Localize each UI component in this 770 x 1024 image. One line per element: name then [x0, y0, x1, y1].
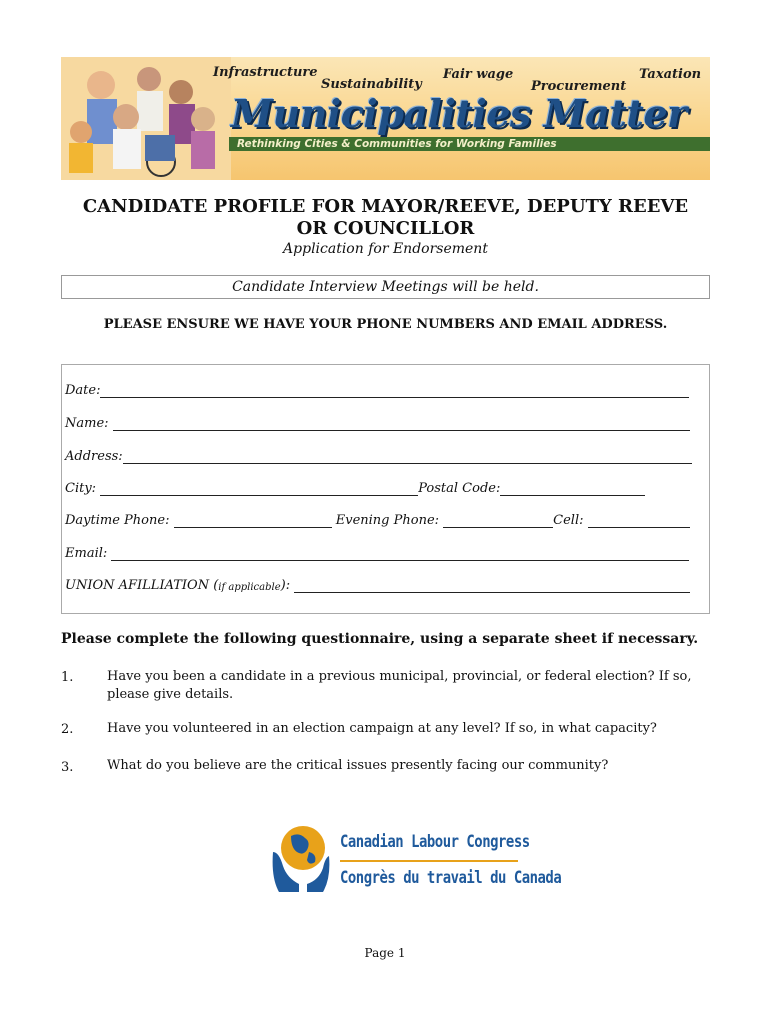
union-label: UNION AFILLIATION (: [65, 578, 219, 593]
date-field[interactable]: [100, 383, 689, 398]
union-label-end: ):: [280, 578, 291, 593]
clc-logo-french: Congrès du travail du Canada: [340, 868, 562, 888]
union-row: [65, 578, 690, 593]
address-label: Address:: [65, 449, 123, 464]
workers-illustration: [61, 57, 231, 180]
question-3-number: 3.: [61, 760, 74, 775]
page-title-line2: OR COUNCILLOR: [296, 218, 475, 239]
daytime-phone-label: Daytime Phone:: [65, 513, 170, 528]
contact-reminder: PLEASE ENSURE WE HAVE YOUR PHONE NUMBERS AND EMAIL ADDRESS.: [103, 317, 668, 332]
name-field[interactable]: [113, 416, 690, 431]
question-1-number: 1.: [61, 670, 74, 685]
candidate-info-form: [61, 364, 710, 614]
date-label: Date:: [65, 383, 101, 398]
topic-infrastructure: Infrastructure: [213, 65, 318, 80]
topic-fair-wage: Fair wage: [443, 67, 514, 82]
name-label: Name:: [65, 416, 109, 431]
date-row: [65, 383, 689, 398]
cell-phone-field[interactable]: [588, 513, 690, 528]
phone-row: [65, 513, 690, 528]
banner-subtitle: Rethinking Cities & Communities for Working Families: [237, 138, 557, 150]
page-title: [61, 196, 710, 240]
page-number: Page 1: [364, 946, 406, 960]
logo-divider: [340, 860, 518, 862]
union-note: if applicable: [218, 582, 281, 593]
address-field[interactable]: [123, 449, 692, 464]
city-field[interactable]: [100, 481, 418, 496]
topic-procurement: Procurement: [531, 79, 627, 94]
page-subtitle: Application for Endorsement: [283, 241, 488, 257]
city-label: City:: [65, 481, 97, 496]
topic-sustainability: Sustainability: [321, 77, 422, 92]
question-2-text: Have you volunteered in an election campaign at any level? If so, in what capacity?: [107, 721, 657, 736]
daytime-phone-field[interactable]: [174, 513, 332, 528]
question-3-text: What do you believe are the critical issues presently facing our community?: [107, 758, 609, 773]
clc-globe-hands-icon: [269, 822, 333, 894]
email-label: Email:: [65, 546, 108, 561]
header-banner: [61, 57, 710, 180]
question-1-text: Have you been a candidate in a previous municipal, provincial, or federal election? If so, please give details.: [107, 669, 692, 702]
address-row: [65, 449, 692, 464]
name-row: [65, 416, 690, 431]
email-field[interactable]: [111, 546, 689, 561]
questionnaire-heading: Please complete the following questionnaire, using a separate sheet if necessary.: [61, 631, 699, 647]
interview-notice: Candidate Interview Meetings will be held.: [61, 275, 710, 299]
postal-code-field[interactable]: [500, 481, 645, 496]
city-row: [65, 481, 645, 496]
evening-phone-label: Evening Phone:: [335, 513, 440, 528]
email-row: [65, 546, 689, 561]
question-2-number: 2.: [61, 722, 74, 737]
evening-phone-field[interactable]: [443, 513, 553, 528]
page-title-line1: CANDIDATE PROFILE FOR MAYOR/REEVE, DEPUTY REEVE: [82, 196, 689, 217]
clc-logo-english: Canadian Labour Congress: [340, 832, 530, 852]
banner-title: Municipalities Matter: [231, 91, 687, 136]
topic-taxation: Taxation: [639, 67, 702, 82]
cell-label: Cell:: [553, 513, 584, 528]
union-field[interactable]: [294, 578, 690, 593]
postal-code-label: Postal Code:: [418, 481, 501, 496]
